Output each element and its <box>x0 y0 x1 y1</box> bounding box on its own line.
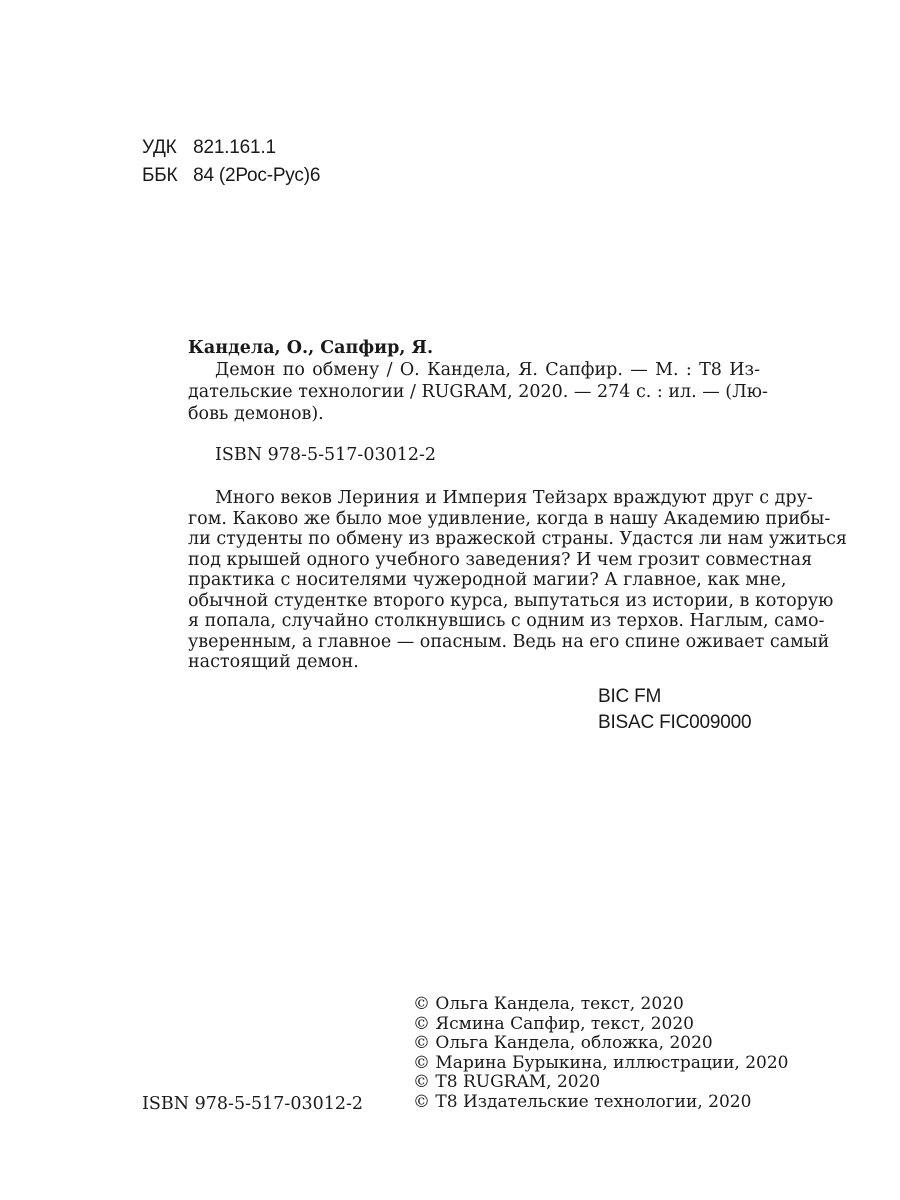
annotation-line: под крышей одного учебного заведения? И чем грозит совместная <box>188 549 813 570</box>
bbk-row <box>142 162 320 190</box>
bisac-code: BISAC FIC009000 <box>598 712 752 733</box>
classification-codes <box>142 134 320 190</box>
annotation-line: ли студенты по обмену из вражеской страны. Удастся ли нам ужиться <box>188 529 847 549</box>
bic-codes <box>598 684 751 736</box>
bbk-label: ББК <box>142 165 178 186</box>
annotation <box>188 488 847 673</box>
udk-label: УДК <box>142 137 177 158</box>
isbn-top: ISBN 978-5-517-03012-2 <box>215 445 437 465</box>
annotation-line: Много веков Лериния и Империя Тейзарх враждуют друг с дру- <box>215 488 813 508</box>
annotation-line: настоящий демон. <box>188 652 359 672</box>
record-author: Кандела, О., Сапфир, Я. <box>188 338 434 358</box>
copyright-line: © Т8 RUGRAM, 2020 <box>413 1072 601 1093</box>
record-line: Демон по обмену / О. Кандела, Я. Сапфир. — М. : Т8 Из- <box>215 360 760 380</box>
isbn-bottom: ISBN 978-5-517-03012-2 <box>142 1094 364 1114</box>
copyright-line: © Марина Бурыкина, иллюстрации, 2020 <box>413 1052 789 1073</box>
bic-code: BIC FM <box>598 686 662 707</box>
udk-row <box>142 134 320 162</box>
copyright-list <box>413 995 789 1113</box>
record-line: бовь демонов). <box>188 404 324 424</box>
annotation-line: обычной студентке второго курса, выпутаться из истории, в которую <box>188 590 834 611</box>
annotation-line: гом. Каково же было мое удивление, когда в нашу Академию прибы- <box>188 508 831 529</box>
copyright-line: © Ольга Кандела, текст, 2020 <box>413 994 684 1014</box>
bibliographic-record <box>188 337 768 425</box>
copyright-line: © Ясмина Сапфир, текст, 2020 <box>413 1013 694 1034</box>
annotation-line: уверенным, а главное — опасным. Ведь на его спине оживает самый <box>188 631 830 652</box>
record-line: дательские технологии / RUGRAM, 2020. — 274 с. : ил. — (Лю- <box>188 382 768 402</box>
copyright-line: © Т8 Издательские технологии, 2020 <box>413 1091 752 1112</box>
udk-value: 821.161.1 <box>193 137 276 158</box>
bbk-value: 84 (2Рос-Рус)6 <box>193 165 321 186</box>
annotation-line: практика с носителями чужеродной магии? А главное, как мне, <box>188 570 787 590</box>
annotation-line: я попала, случайно столкнувшись с одним из терхов. Наглым, само- <box>188 611 825 631</box>
copyright-line: © Ольга Кандела, обложка, 2020 <box>413 1033 713 1054</box>
